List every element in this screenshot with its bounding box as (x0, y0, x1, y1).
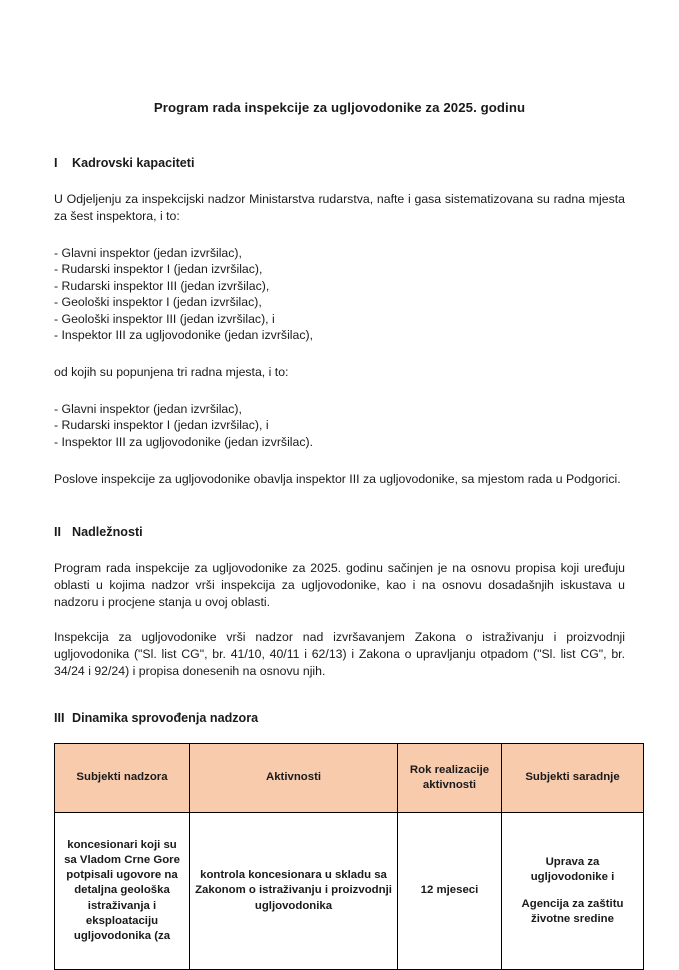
cell-aktivnosti: kontrola koncesionara u skladu sa Zakonom o istraživanju i proizvodnji ugljovodonika (190, 813, 398, 970)
section-numeral-two: II (54, 524, 61, 539)
paragraph-nadleznosti-one: Program rada inspekcije za ugljovodonike za 2025. godinu sačinjen je na osnovu propisa koji uređuju oblasti u kojima nadzor vrši inspekcija za ugljovodonike, kao i na osnovu dosadašnjih iskustava u nadzoru i procjene stanja u ovoj oblasti. (54, 560, 625, 609)
page-title: Program rada inspekcije za ugljovodonike za 2025. godinu (153, 100, 526, 115)
dynamics-of-supervision-table (54, 743, 644, 970)
table-header (55, 744, 644, 813)
list-item: - Rudarski inspektor III (jedan izvršilac), (54, 278, 270, 293)
list-item: - Inspektor III za ugljovodonike (jedan izvršilac), (54, 328, 314, 343)
paragraph-kadrovski-intro: U Odjeljenju za inspekcijski nadzor Ministarstva rudarstva, nafte i gasa sistematizovana su radna mjesta za šest inspektora, i to: (54, 191, 625, 223)
table-header-row (55, 744, 644, 813)
paragraph-kadrovski-closing: Poslove inspekcije za ugljovodonike obavlja inspektor III za ugljovodonike, sa mjestom rada u Podgorici. (54, 471, 621, 486)
column-header-aktivnosti: Aktivnosti (190, 744, 398, 813)
list-item: - Glavni inspektor (jedan izvršilac), (54, 401, 242, 416)
list-item: - Rudarski inspektor I (jedan izvršilac), (54, 262, 263, 277)
cell-subjekti-saradnje (502, 813, 644, 970)
column-header-subjekti-nadzora: Subjekti nadzora (55, 744, 190, 813)
list-item: - Glavni inspektor (jedan izvršilac), (54, 245, 242, 260)
list-filled-positions (54, 381, 625, 451)
cell-saradnja-line-one: Uprava za ugljovodonike i (530, 855, 615, 884)
paragraph-filled-positions-intro: od kojih su popunjena tri radna mjesta, i to: (54, 364, 289, 379)
section-numeral-three: III (54, 710, 65, 725)
list-item: - Rudarski inspektor I (jedan izvršilac), i (54, 418, 269, 433)
section-heading-dinamika-sprovodenja-nadzora (54, 680, 625, 726)
column-header-subjekti-saradnje: Subjekti saradnje (502, 744, 644, 813)
section-title-two: Nadležnosti (72, 524, 143, 539)
table-body (55, 813, 644, 970)
list-systematized-positions (54, 225, 625, 344)
list-item: - Geološki inspektor III (jedan izvršilac), i (54, 311, 275, 326)
section-title-three: Dinamika sprovođenja nadzora (72, 710, 259, 725)
column-header-rok-realizacije-aktivnosti: Rok realizacije aktivnosti (398, 744, 502, 813)
cell-saradnja-line-two: Agencija za zaštitu životne sredine (521, 897, 624, 925)
paragraph-nadleznosti-two: Inspekcija za ugljovodonike vrši nadzor nad izvršavanjem Zakona o istraživanju i proizvodnji ugljovodonika ("Sl. list CG", br. 41/10, 40/11 i 62/13) i Zakona o upravljanju otpadom ("Sl. list CG", br. 34/24 i 92/24) i propisa donesenih na osnovu njih. (54, 629, 625, 678)
list-item: - Inspektor III za ugljovodonike (jedan izvršilac). (54, 435, 314, 450)
list-item: - Geološki inspektor I (jedan izvršilac), (54, 295, 262, 310)
cell-subjekti-nadzora: koncesionari koji su sa Vladom Crne Gore potpisali ugovore na detaljna geološka istraživanja i eksploataciju ugljovodonika (za (55, 813, 190, 970)
cell-rok-realizacije: 12 mjeseci (398, 813, 502, 970)
section-title-one: Kadrovski kapaciteti (72, 155, 195, 170)
section-heading-nadleznosti (54, 488, 625, 540)
section-numeral-one: I (54, 155, 58, 170)
section-heading-kadrovski-kapaciteti (54, 117, 625, 171)
table-row (55, 813, 644, 970)
